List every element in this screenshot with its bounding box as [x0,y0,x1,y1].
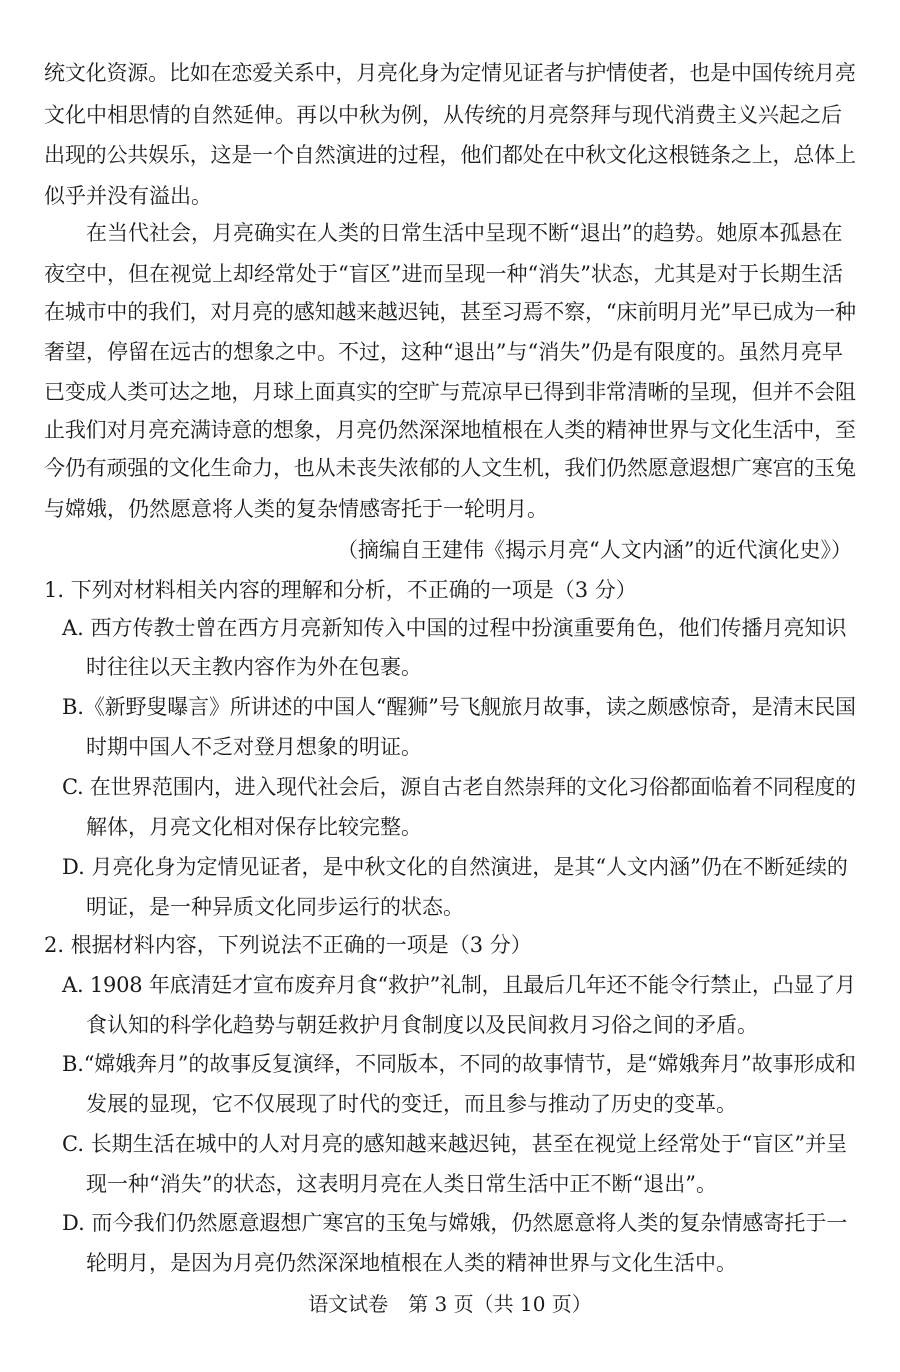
passage-line: 统文化资源。比如在恋爱关系中，月亮化身为定情见证者与护情使者，也是中国传统月亮 [44,61,856,85]
q1-option-c: C. 在世界范围内，进入现代社会后，源自古老自然崇拜的文化习俗都面临着不同程度的 [62,775,856,799]
passage-line: 在当代社会，月亮确实在人类的日常生活中呈现不断“退出”的趋势。她原本孤悬在 [86,221,843,245]
page-footer: 语文试卷 第 3 页（共 10 页） [308,1292,592,1316]
passage-line: 已变成人类可达之地，月球上面真实的空旷与荒凉早已得到非常清晰的呈现，但并不会阻 [44,380,856,404]
passage-line: 奢望，停留在远古的想象之中。不过，这种“退出”与“消失”仍是有限度的。虽然月亮早 [44,340,843,364]
q1-option-a-cont: 时往往以天主教内容作为外在包裹。 [86,655,422,679]
q2-option-b: B.“嫦娥奔月”的故事反复演绎，不同版本，不同的故事情节，是“嫦娥奔月”故事形成和 [62,1052,856,1076]
question-1-stem: 1. 下列对材料相关内容的理解和分析，不正确的一项是（3 分） [44,578,637,602]
passage-line: 似乎并没有溢出。 [44,184,212,208]
q1-option-d: D. 月亮化身为定情见证者，是中秋文化的自然演进，是其“人文内涵”仍在不断延续的 [62,855,848,879]
passage-line: 与嫦娥，仍然愿意将人类的复杂情感寄托于一轮明月。 [44,497,548,521]
q2-option-c: C. 长期生活在城中的人对月亮的感知越来越迟钝，甚至在视觉上经常处于“盲区”并呈 [62,1132,848,1156]
q1-option-c-cont: 解体，月亮文化相对保存比较完整。 [86,815,422,839]
passage-line: 出现的公共娱乐，这是一个自然演进的过程，他们都处在中秋文化这根链条之上，总体上 [44,143,856,167]
passage-line: 在城市中的我们，对月亮的感知越来越迟钝，甚至习焉不察，“床前明月光”早已成为一种 [44,300,856,324]
q2-option-b-cont: 发展的显现，它不仅展现了时代的变迁，而且参与推动了历史的变革。 [86,1092,737,1116]
passage-line: 夜空中，但在视觉上却经常处于“盲区”进而呈现一种“消失”状态，尤其是对于长期生活 [44,262,843,286]
q2-option-c-cont: 现一种“消失”的状态，这表明月亮在人类日常生活中正不断“退出”。 [86,1172,717,1196]
q2-option-d-cont: 轮明月，是因为月亮仍然深深地植根在人类的精神世界与文化生活中。 [86,1251,737,1275]
q1-option-a: A. 西方传教士曾在西方月亮新知传入中国的过程中扮演重要角色，他们传播月亮知识 [62,616,847,640]
passage-line: 止我们对月亮充满诗意的想象，月亮仍然深深地植根在人类的精神世界与文化生活中，至 [44,418,856,442]
question-2-stem: 2. 根据材料内容，下列说法不正确的一项是（3 分） [44,933,532,957]
passage-line: 今仍有顽强的文化生命力，也从未丧失浓郁的人文生机，我们仍然愿意遐想广寒宫的玉兔 [44,456,856,480]
q1-option-d-cont: 明证，是一种异质文化同步运行的状态。 [86,895,464,919]
q2-option-a-cont: 食认知的科学化趋势与朝廷救护月食制度以及民间救月习俗之间的矛盾。 [86,1013,758,1037]
source-citation: （摘编自王建伟《揭示月亮“人文内涵”的近代演化史》） [337,538,852,562]
passage-line: 文化中相思情的自然延伸。再以中秋为例，从传统的月亮祭拜与现代消费主义兴起之后 [44,103,842,127]
q1-option-b: B.《新野叟曝言》所讲述的中国人“醒狮”号飞舰旅月故事，读之颇感惊奇，是清末民国 [62,695,856,719]
q1-option-b-cont: 时期中国人不乏对登月想象的明证。 [86,735,422,759]
q2-option-a: A. 1908 年底清廷才宣布废弃月食“救护”礼制，且最后几年还不能令行禁止，凸显了月 [62,973,856,997]
q2-option-d: D. 而今我们仍然愿意遐想广寒宫的玉兔与嫦娥，仍然愿意将人类的复杂情感寄托于一 [62,1211,848,1235]
